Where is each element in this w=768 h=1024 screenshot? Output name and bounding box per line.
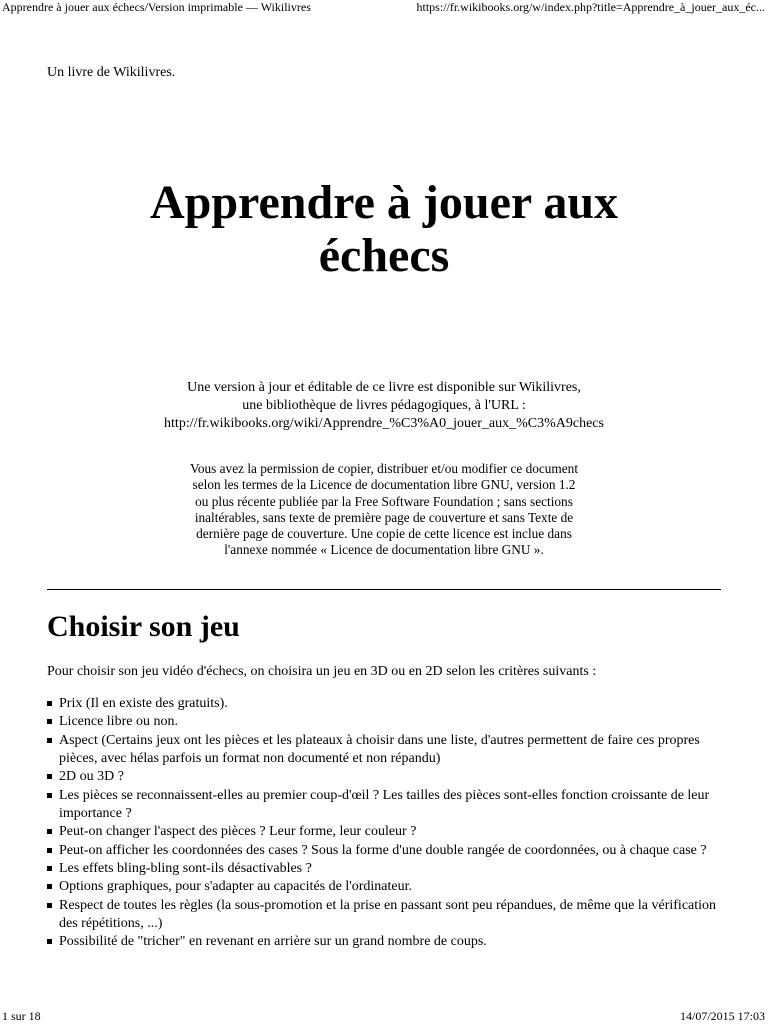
book-url-link[interactable]: http://fr.wikibooks.org/wiki/Apprendre_%C3%A0_jouer_aux_%C3%A9checs	[164, 416, 604, 431]
license-line: dernière page de couverture. Une copie de cette licence est inclue dans	[196, 526, 572, 542]
list-item-text: Licence libre ou non.	[59, 714, 178, 730]
bullet-icon	[47, 774, 52, 779]
bullet-icon	[47, 903, 52, 908]
license-line: selon les termes de la Licence de documentation libre GNU, version 1.2	[192, 477, 576, 493]
list-item	[47, 878, 737, 896]
list-item	[47, 897, 737, 933]
list-item-text: Options graphiques, pour s'adapter au capacités de l'ordinateur.	[59, 879, 412, 895]
list-item-text: Peut-on afficher les coordonnées des cases ? Sous la forme d'une double rangée de coordonnées, ou à chaque case ?	[59, 842, 707, 858]
print-header-url: https://fr.wikibooks.org/w/index.php?title=Apprendre_à_jouer_aux_éc...	[416, 0, 765, 14]
list-item-text: Possibilité de "tricher" en revenant en arrière sur un grand nombre de coups.	[59, 934, 487, 950]
list-item	[47, 732, 737, 768]
book-title	[84, 176, 684, 282]
book-title-line-2: échecs	[318, 229, 450, 282]
list-item	[47, 860, 737, 878]
list-item-text: 2D ou 3D ?	[59, 769, 124, 785]
bullet-icon	[47, 939, 52, 944]
bullet-icon	[47, 884, 52, 889]
print-footer-datetime: 14/07/2015 17:03	[679, 1009, 765, 1023]
list-item	[47, 713, 737, 731]
section-divider	[47, 589, 721, 590]
list-item	[47, 842, 737, 860]
license-line: inaltérables, sans texte de première page de couverture et sans Texte de	[194, 509, 574, 525]
list-item-text: Peut-on changer l'aspect des pièces ? Leur forme, leur couleur ?	[59, 824, 417, 840]
list-item	[47, 933, 737, 951]
book-intro: Un livre de Wikilivres.	[47, 65, 176, 80]
bullet-icon	[47, 866, 52, 871]
bullet-icon	[47, 829, 52, 834]
list-item	[47, 787, 737, 823]
list-item	[47, 695, 737, 713]
criteria-list	[47, 695, 737, 952]
license-line: l'annexe nommée « Licence de documentation libre GNU ».	[224, 542, 544, 558]
section-title: Choisir son jeu	[47, 610, 240, 643]
bullet-icon	[47, 793, 52, 798]
license-notice	[84, 461, 684, 559]
availability-line: Une version à jour et éditable de ce livre est disponible sur Wikilivres,	[187, 380, 581, 395]
bullet-icon	[47, 701, 52, 706]
book-title-line-1: Apprendre à jouer aux	[149, 176, 619, 229]
list-item-text: Les effets bling-bling sont-ils désactivables ?	[59, 860, 312, 876]
list-item	[47, 768, 737, 786]
bullet-icon	[47, 738, 52, 743]
bullet-icon	[47, 719, 52, 724]
bullet-icon	[47, 848, 52, 853]
print-footer-page-counter: 1 sur 18	[2, 1009, 41, 1023]
list-item-text: Les pièces se reconnaissent-elles au premier coup-d'œil ? Les tailles des pièces sont-elles fonction croissante de leur importance ?	[59, 787, 710, 821]
availability-line: une bibliothèque de livres pédagogiques, à l'URL :	[242, 398, 526, 413]
availability-notice	[84, 379, 684, 433]
section-intro: Pour choisir son jeu vidéo d'échecs, on choisira un jeu en 3D ou en 2D selon les critères suivants :	[47, 664, 597, 679]
license-line: ou plus récente publiée par la Free Software Foundation ; sans sections	[195, 493, 573, 509]
list-item-text: Aspect (Certains jeux ont les pièces et les plateaux à choisir dans une liste, d'autres permettent de faire ces propres pièces, avec hélas parfois un format non documenté et non répandu)	[59, 732, 700, 766]
list-item-text: Respect de toutes les règles (la sous-promotion et la prise en passant sont peu répandues, de même que la vérification des répétitions, ...)	[59, 897, 717, 931]
print-header-page-title: Apprendre à jouer aux échecs/Version imprimable — Wikilivres	[2, 0, 311, 14]
list-item-text: Prix (Il en existe des gratuits).	[59, 696, 228, 711]
list-item	[47, 823, 737, 841]
license-line: Vous avez la permission de copier, distribuer et/ou modifier ce document	[189, 461, 579, 476]
